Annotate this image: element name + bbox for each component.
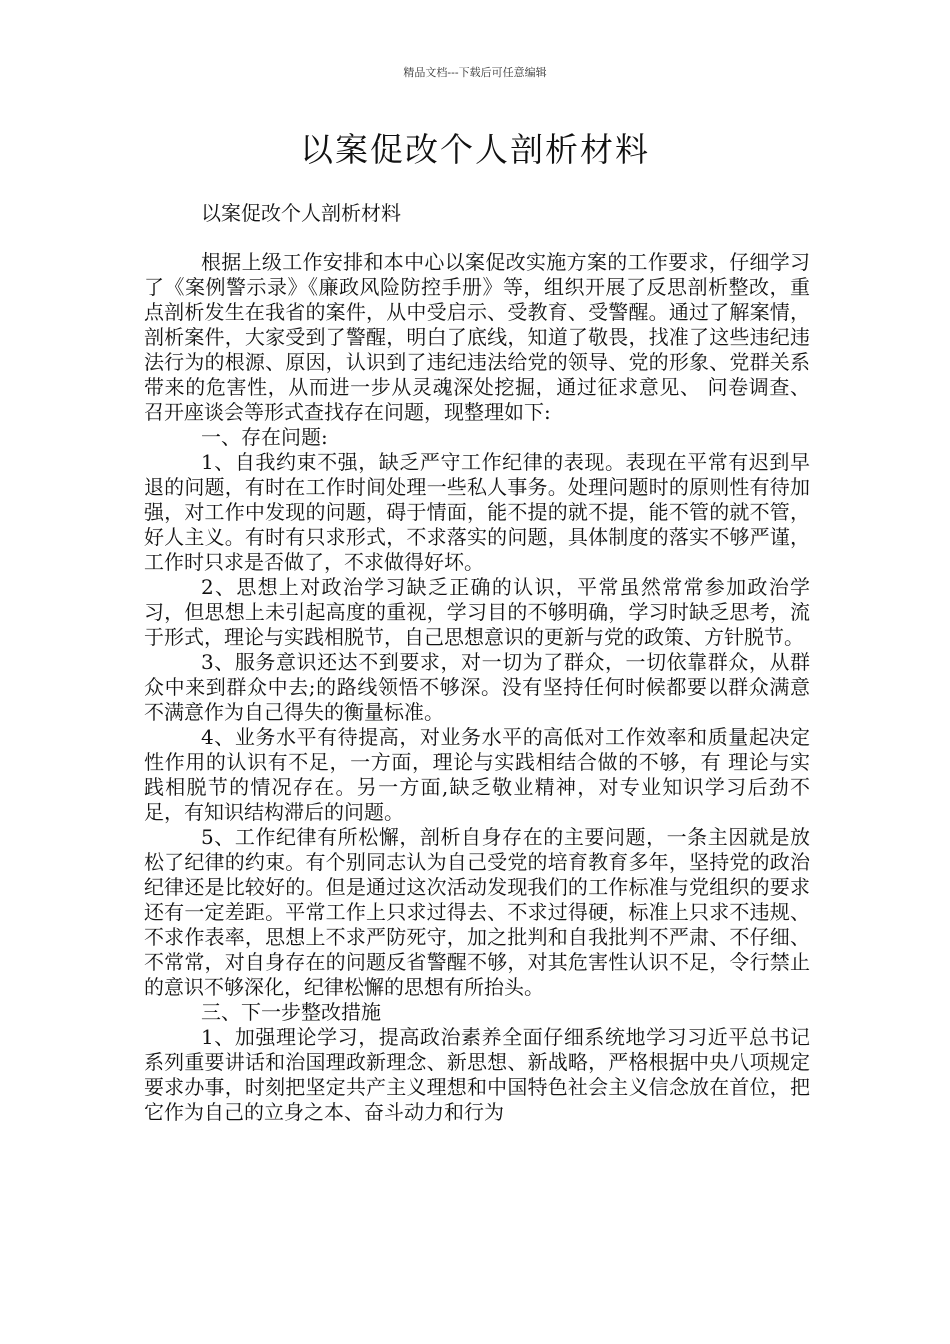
- document-title: 以案促改个人剖析材料: [300, 130, 650, 169]
- problem-paragraph-1: 1、自我约束不强，缺乏严守工作纪律的表现。表现在平常有迟到早退的问题，有时在工作时间处理一些私人事务。处理问题时的原则性有待加强，对工作中发现的问题，碍于情面，能不提的就不提，能不管的就不管，好人主义。有时有只求形式，不求落实的问题，具体制度的落实不够严谨，工作时只求是否做了，不求做得好坏。: [144, 450, 810, 574]
- problem-paragraph-4: 4、业务水平有待提高，对业务水平的高低对工作效率和质量起决定性作用的认识有不足，一方面，理论与实践相结合做的不够，有 理论与实践相脱节的情况存在。另一方面,缺乏敬业精神，对专业知识学习后劲不足，有知识结构滞后的问题。: [144, 725, 810, 824]
- problem-paragraph-5: 5、工作纪律有所松懈，剖析自身存在的主要问题，一条主因就是放松了纪律的约束。有个别同志认为自己受党的培育教育多年，坚持党的政治纪律还是比较好的。但是通过这次活动发现我们的工作标准与党组织的要求还有一定差距。平常工作上只求过得去、不求过得硬，标准上只求不违规、不求作表率，思想上不求严防死守，加之批判和自我批判不严肃、不仔细、不常常，对自身存在的问题反省警醒不够，对其危害性认识不足，令行禁止的意识不够深化，纪律松懈的思想有所抬头。: [144, 825, 810, 999]
- measure-paragraph-1: 1、加强理论学习，提高政治素养全面仔细系统地学习习近平总书记系列重要讲话和治国理政新理念、新思想、新战略，严格根据中央八项规定要求办事，时刻把坚定共产主义理想和中国特色社会主义信念放在首位，把它作为自己的立身之本、奋斗动力和行为: [144, 1025, 810, 1124]
- problem-paragraph-3: 3、服务意识还达不到要求，对一切为了群众，一切依靠群众，从群众中来到群众中去;的路线领悟不够深。没有坚持任何时候都要以群众满意不满意作为自己得失的衡量标准。: [144, 650, 810, 724]
- document-subtitle: 以案促改个人剖析材料: [201, 201, 401, 225]
- document-body: [144, 250, 810, 1125]
- section-heading-problems: 一、存在问题:: [201, 425, 328, 449]
- intro-paragraph: 根据上级工作安排和本中心以案促改实施方案的工作要求，仔细学习了《案例警示录》《廉政风险防控手册》等，组织开展了反思剖析整改，重点剖析发生在我省的案件，从中受启示、受教育、受警醒。通过了解案情，剖析案件，大家受到了警醒，明白了底线，知道了敬畏，找准了这些违纪违法行为的根源、原因，认识到了违纪违法给党的领导、党的形象、党群关系带来的危害性，从而进一步从灵魂深处挖掘，通过征求意见、 问卷调查、召开座谈会等形式查找存在问题，现整理如下:: [144, 250, 810, 424]
- header-note: 精品文档---下载后可任意编辑: [403, 66, 547, 79]
- section-heading-measures: 三、下一步整改措施: [201, 1000, 381, 1024]
- problem-paragraph-2: 2、思想上对政治学习缺乏正确的认识，平常虽然常常参加政治学习，但思想上未引起高度的重视，学习目的不够明确，学习时缺乏思考，流于形式，理论与实践相脱节，自己思想意识的更新与党的政策、方针脱节。: [144, 575, 810, 649]
